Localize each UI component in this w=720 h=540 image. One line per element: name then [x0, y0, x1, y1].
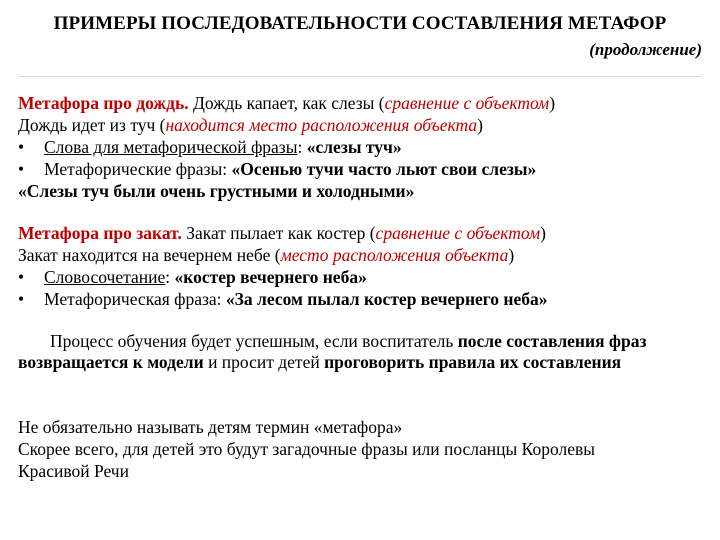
- sunset-b2-value: «За лесом пылал костер вечернего неба»: [225, 289, 548, 309]
- page-subtitle: (продолжение): [589, 40, 702, 59]
- sunset-line-2: [18, 244, 514, 266]
- rain-line-1-note: сравнение с объектом: [384, 93, 550, 113]
- page-title: ПРИМЕРЫ ПОСЛЕДОВАТЕЛЬНОСТИ СОСТАВЛЕНИЯ МЕТАФОР: [53, 13, 667, 34]
- rain-line-2: [18, 114, 483, 136]
- sunset-line-1-text: Закат пылает как костер (: [181, 223, 376, 243]
- note-line-1: Не обязательно называть детям термин «метафора»: [18, 417, 403, 437]
- sunset-b1-value: «костер вечернего неба»: [174, 267, 367, 287]
- rain-line-2-note: находится место расположения объекта: [165, 115, 478, 135]
- bullet-glyph: •: [18, 137, 25, 157]
- process-text-1: Процесс обучения будет успешным, если воспитатель: [50, 331, 458, 351]
- sunset-bullet-2: [18, 288, 548, 310]
- rain-bullet-1: [18, 136, 402, 158]
- bullet-glyph: •: [18, 159, 25, 179]
- sunset-line-2-note: место расположения объекта: [280, 245, 509, 265]
- process-text-2: и просит детей: [203, 352, 325, 372]
- rain-line-1: [18, 92, 555, 114]
- rain-line-1-text: Дождь капает, как слезы (: [188, 93, 385, 113]
- process-emph-1: после составления фраз возвращается к модели: [18, 331, 647, 372]
- bullet-glyph: •: [18, 267, 25, 287]
- process-paragraph: [18, 331, 702, 373]
- process-emph-2: проговорить правила их составления: [324, 352, 622, 372]
- rain-b1-value: «слезы туч»: [306, 137, 402, 157]
- rain-line-2-text: Дождь идет из туч (: [18, 115, 166, 135]
- rain-heading: Метафора про дождь.: [18, 93, 189, 113]
- sunset-line-1: [18, 222, 546, 244]
- rain-b1-sep: :: [297, 137, 307, 157]
- rain-b2-label: Метафорические фразы:: [44, 159, 232, 179]
- sunset-line-1-end: ): [540, 223, 546, 243]
- rain-b1-label: Слова для метафорической фразы: [44, 137, 298, 157]
- sunset-line-2-text: Закат находится на вечернем небе (: [18, 245, 281, 265]
- sunset-bullet-1: [18, 266, 367, 288]
- note-line-3: Красивой Речи: [18, 461, 129, 481]
- sunset-b1-label: Словосочетание: [44, 267, 166, 287]
- sunset-b2-label: Метафорическая фраза:: [44, 289, 226, 309]
- rain-line-1-end: ): [549, 93, 556, 113]
- rain-b2-value: «Осенью тучи часто льют свои слезы»: [231, 159, 537, 179]
- rain-bullet-2: [18, 158, 536, 180]
- bullet-glyph: •: [18, 289, 25, 309]
- sunset-line-1-note: сравнение с объектом: [375, 223, 541, 243]
- sunset-line-2-end: ): [508, 245, 515, 265]
- rain-line-2-end: ): [477, 115, 483, 135]
- sunset-heading: Метафора про закат.: [18, 223, 182, 243]
- title-divider: [18, 76, 702, 77]
- note-line-2: Скорее всего, для детей это будут загадочные фразы или посланцы Королевы: [18, 439, 596, 459]
- rain-line-5: «Слезы туч были очень грустными и холодными»: [18, 181, 415, 201]
- sunset-b1-sep: :: [165, 267, 175, 287]
